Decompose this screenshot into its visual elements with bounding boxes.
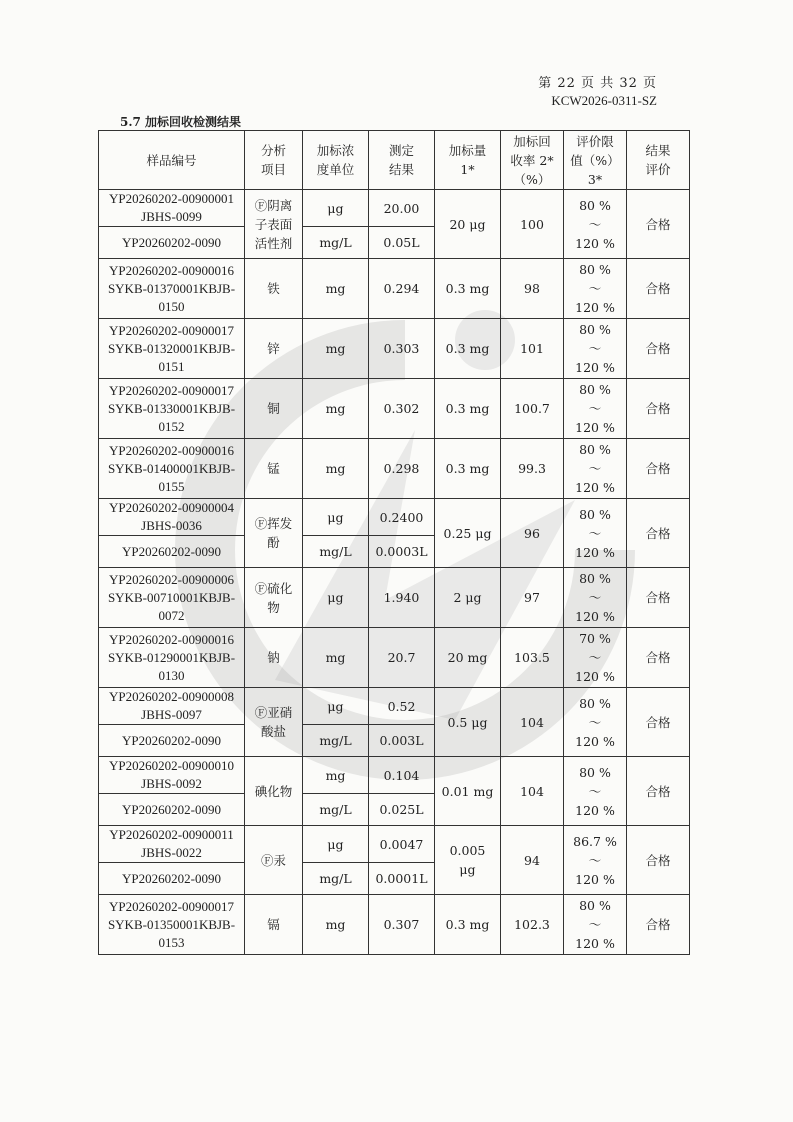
table-row xyxy=(99,319,690,379)
evaluation: 合格 xyxy=(627,319,690,379)
table-row xyxy=(99,757,690,794)
sample-id: YP20260202-00900011 JBHS-0022 xyxy=(99,826,245,863)
sample-id: YP20260202-00900008 JBHS-0097 xyxy=(99,688,245,725)
recovery-rate: 102.3 xyxy=(501,895,564,955)
unit: μg xyxy=(303,568,369,628)
sample-id: YP20260202-0090 xyxy=(99,227,245,259)
recovery-rate: 96 xyxy=(501,499,564,568)
result: 0.0047 xyxy=(369,826,435,863)
result: 0.05L xyxy=(369,227,435,259)
unit: mg/L xyxy=(303,227,369,259)
unit: mg xyxy=(303,379,369,439)
header-result: 测定 结果 xyxy=(369,131,435,190)
analysis-item: 铁 xyxy=(245,259,303,319)
result: 20.00 xyxy=(369,190,435,227)
evaluation: 合格 xyxy=(627,628,690,688)
recovery-rate: 103.5 xyxy=(501,628,564,688)
table-row xyxy=(99,499,690,536)
spike-amount: 0.3 mg xyxy=(435,379,501,439)
analysis-item: 锌 xyxy=(245,319,303,379)
sample-id: YP20260202-00900001 JBHS-0099 xyxy=(99,190,245,227)
evaluation: 合格 xyxy=(627,259,690,319)
evaluation: 合格 xyxy=(627,688,690,757)
sample-id: YP20260202-00900017 SYKB-01350001KBJB- 0153 xyxy=(99,895,245,955)
unit: μg xyxy=(303,499,369,536)
limit-range: 80 % ～ 120 % xyxy=(564,439,627,499)
recovery-rate: 98 xyxy=(501,259,564,319)
recovery-rate: 104 xyxy=(501,757,564,826)
limit-range: 80 % ～ 120 % xyxy=(564,319,627,379)
evaluation: 合格 xyxy=(627,895,690,955)
analysis-item: Ⓕ阴离 子表面 活性剂 xyxy=(245,190,303,259)
spike-amount: 2 μg xyxy=(435,568,501,628)
spike-recovery-table xyxy=(98,130,690,955)
unit: μg xyxy=(303,688,369,725)
unit: mg/L xyxy=(303,863,369,895)
result: 0.025L xyxy=(369,794,435,826)
analysis-item: 铜 xyxy=(245,379,303,439)
table-header-row xyxy=(99,131,690,190)
table-row xyxy=(99,259,690,319)
limit-range: 80 % ～ 120 % xyxy=(564,499,627,568)
spike-amount: 0.3 mg xyxy=(435,895,501,955)
result: 0.104 xyxy=(369,757,435,794)
result: 0.003L xyxy=(369,725,435,757)
evaluation: 合格 xyxy=(627,757,690,826)
unit: μg xyxy=(303,826,369,863)
limit-range: 80 % ～ 120 % xyxy=(564,190,627,259)
limit-range: 80 % ～ 120 % xyxy=(564,259,627,319)
limit-range: 80 % ～ 120 % xyxy=(564,688,627,757)
spike-amount: 0.5 μg xyxy=(435,688,501,757)
sample-id: YP20260202-0090 xyxy=(99,863,245,895)
result: 0.52 xyxy=(369,688,435,725)
sample-id: YP20260202-00900016 SYKB-01370001KBJB- 0150 xyxy=(99,259,245,319)
spike-amount: 20 mg xyxy=(435,628,501,688)
sample-id: YP20260202-00900017 SYKB-01320001KBJB- 0151 xyxy=(99,319,245,379)
unit: mg xyxy=(303,757,369,794)
analysis-item: Ⓕ亚硝 酸盐 xyxy=(245,688,303,757)
result: 20.7 xyxy=(369,628,435,688)
sample-id: YP20260202-00900016 SYKB-01400001KBJB- 0155 xyxy=(99,439,245,499)
sample-id: YP20260202-00900006 SYKB-00710001KBJB- 0072 xyxy=(99,568,245,628)
header-recovery-rate: 加标回 收率 2* （%） xyxy=(501,131,564,190)
table-row xyxy=(99,379,690,439)
sample-id: YP20260202-00900004 JBHS-0036 xyxy=(99,499,245,536)
table-row xyxy=(99,439,690,499)
table-row xyxy=(99,688,690,725)
spike-amount: 0.01 mg xyxy=(435,757,501,826)
analysis-item: 镉 xyxy=(245,895,303,955)
recovery-rate: 100 xyxy=(501,190,564,259)
recovery-rate: 101 xyxy=(501,319,564,379)
recovery-rate: 97 xyxy=(501,568,564,628)
limit-range: 80 % ～ 120 % xyxy=(564,757,627,826)
sample-id: YP20260202-00900010 JBHS-0092 xyxy=(99,757,245,794)
unit: mg xyxy=(303,628,369,688)
sample-id: YP20260202-00900016 SYKB-01290001KBJB- 0130 xyxy=(99,628,245,688)
spike-amount: 0.3 mg xyxy=(435,439,501,499)
analysis-item: Ⓕ挥发 酚 xyxy=(245,499,303,568)
result: 0.2400 xyxy=(369,499,435,536)
analysis-item: 锰 xyxy=(245,439,303,499)
unit: mg/L xyxy=(303,794,369,826)
analysis-item: Ⓕ硫化 物 xyxy=(245,568,303,628)
table-row xyxy=(99,895,690,955)
table-row xyxy=(99,826,690,863)
sample-id: YP20260202-0090 xyxy=(99,725,245,757)
table-row xyxy=(99,628,690,688)
evaluation: 合格 xyxy=(627,190,690,259)
result: 0.302 xyxy=(369,379,435,439)
unit: mg/L xyxy=(303,536,369,568)
analysis-item: 碘化物 xyxy=(245,757,303,826)
spike-amount: 20 μg xyxy=(435,190,501,259)
result: 0.0001L xyxy=(369,863,435,895)
evaluation: 合格 xyxy=(627,379,690,439)
table-row xyxy=(99,568,690,628)
sample-id: YP20260202-00900017 SYKB-01330001KBJB- 0152 xyxy=(99,379,245,439)
sample-id: YP20260202-0090 xyxy=(99,536,245,568)
evaluation: 合格 xyxy=(627,499,690,568)
result: 1.940 xyxy=(369,568,435,628)
spike-amount: 0.3 mg xyxy=(435,259,501,319)
result: 0.0003L xyxy=(369,536,435,568)
unit: mg xyxy=(303,439,369,499)
unit: mg/L xyxy=(303,725,369,757)
limit-range: 80 % ～ 120 % xyxy=(564,568,627,628)
evaluation: 合格 xyxy=(627,439,690,499)
recovery-rate: 94 xyxy=(501,826,564,895)
recovery-rate: 104 xyxy=(501,688,564,757)
result: 0.303 xyxy=(369,319,435,379)
limit-range: 80 % ～ 120 % xyxy=(564,895,627,955)
page-number: 第 22 页 共 32 页 xyxy=(538,76,657,91)
recovery-rate: 100.7 xyxy=(501,379,564,439)
header-unit: 加标浓 度单位 xyxy=(303,131,369,190)
unit: mg xyxy=(303,895,369,955)
evaluation: 合格 xyxy=(627,568,690,628)
header-spike-amount: 加标量 1* xyxy=(435,131,501,190)
result: 0.294 xyxy=(369,259,435,319)
spike-amount: 0.3 mg xyxy=(435,319,501,379)
limit-range: 80 % ～ 120 % xyxy=(564,379,627,439)
limit-range: 86.7 % ～ 120 % xyxy=(564,826,627,895)
header-limit: 评价限 值（%） 3* xyxy=(564,131,627,190)
section-title: 5.7 加标回收检测结果 xyxy=(120,115,242,129)
spike-amount: 0.005 μg xyxy=(435,826,501,895)
analysis-item: 钠 xyxy=(245,628,303,688)
table-row xyxy=(99,190,690,227)
unit: mg xyxy=(303,319,369,379)
evaluation: 合格 xyxy=(627,826,690,895)
result: 0.307 xyxy=(369,895,435,955)
header-evaluation: 结果 评价 xyxy=(627,131,690,190)
sample-id: YP20260202-0090 xyxy=(99,794,245,826)
recovery-rate: 99.3 xyxy=(501,439,564,499)
report-number: KCW2026-0311-SZ xyxy=(551,93,657,108)
limit-range: 70 % ～ 120 % xyxy=(564,628,627,688)
unit: μg xyxy=(303,190,369,227)
header-analysis-item: 分析 项目 xyxy=(245,131,303,190)
result: 0.298 xyxy=(369,439,435,499)
unit: mg xyxy=(303,259,369,319)
spike-amount: 0.25 μg xyxy=(435,499,501,568)
analysis-item: Ⓕ汞 xyxy=(245,826,303,895)
header-sample-id: 样品编号 xyxy=(99,131,245,190)
